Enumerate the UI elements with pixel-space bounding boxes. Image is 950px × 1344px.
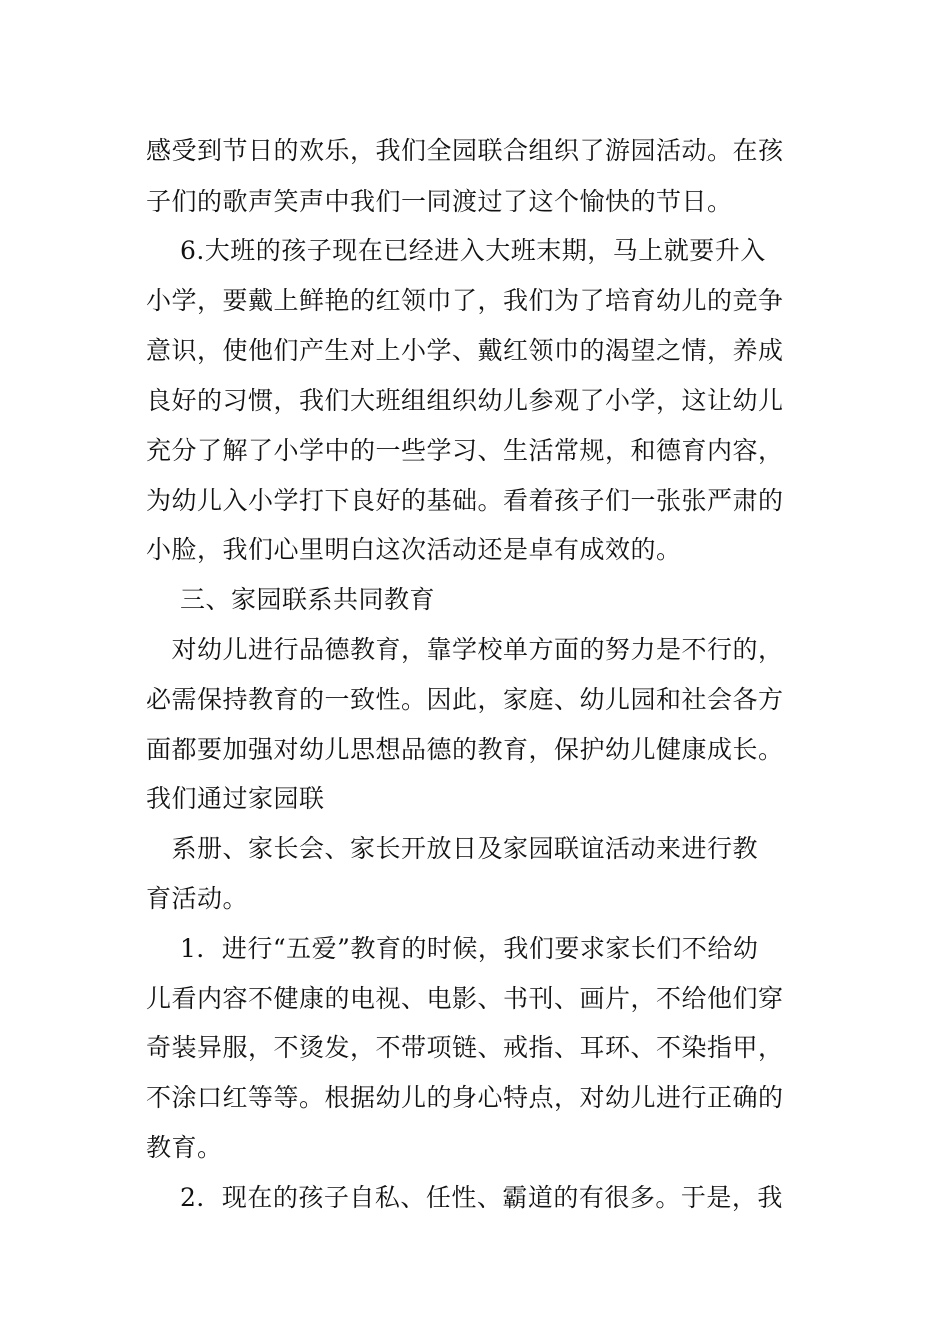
text-line-18: 儿看内容不健康的电视、电影、书刊、画片，不给他们穿: [146, 984, 784, 1013]
text-line-8: 为幼儿入小学打下良好的基础。看着孩子们一张张严肃的: [146, 486, 784, 515]
text-line-2: 子们的歌声笑声中我们一同渡过了这个愉快的节日。: [146, 187, 733, 216]
text-line-12: 必需保持教育的一致性。因此，家庭、幼儿园和社会各方: [146, 685, 784, 714]
text-line-16: 育活动。: [146, 884, 249, 913]
text-line-19: 奇装异服，不烫发，不带项链、戒指、耳环、不染指甲，: [146, 1033, 784, 1062]
text-line-9: 小脸，我们心里明白这次活动还是卓有成效的。: [146, 535, 682, 564]
text-line-21: 教育。: [146, 1133, 223, 1162]
text-line-17: 1．进行“五爱”教育的时候，我们要求家长们不给幼: [146, 934, 759, 963]
text-line-15: 系册、家长会、家长开放日及家园联谊活动来进行教: [146, 834, 759, 863]
text-line-7: 充分了解了小学中的一些学习、生活常规，和德育内容，: [146, 436, 784, 465]
text-line-3: 6.大班的孩子现在已经进入大班末期，马上就要升入: [146, 236, 766, 265]
text-line-22: 2．现在的孩子自私、任性、霸道的有很多。于是，我: [146, 1183, 783, 1212]
text-line-4: 小学，要戴上鲜艳的红领巾了，我们为了培育幼儿的竞争: [146, 286, 784, 315]
text-line-5: 意识，使他们产生对上小学、戴红领巾的渴望之情，养成: [146, 336, 784, 365]
text-line-6: 良好的习惯，我们大班组组织幼儿参观了小学，这让幼儿: [146, 386, 784, 415]
text-line-14: 我们通过家园联: [146, 784, 325, 813]
text-line-11: 对幼儿进行品德教育，靠学校单方面的努力是不行的，: [146, 635, 784, 664]
text-line-13: 面都要加强对幼儿思想品德的教育，保护幼儿健康成长。: [146, 735, 784, 764]
section-heading: 三、家园联系共同教育: [146, 585, 435, 614]
text-line-20: 不涂口红等等。根据幼儿的身心特点，对幼儿进行正确的: [146, 1083, 784, 1112]
text-line-1: 感受到节日的欢乐，我们全园联合组织了游园活动。在孩: [146, 136, 784, 165]
